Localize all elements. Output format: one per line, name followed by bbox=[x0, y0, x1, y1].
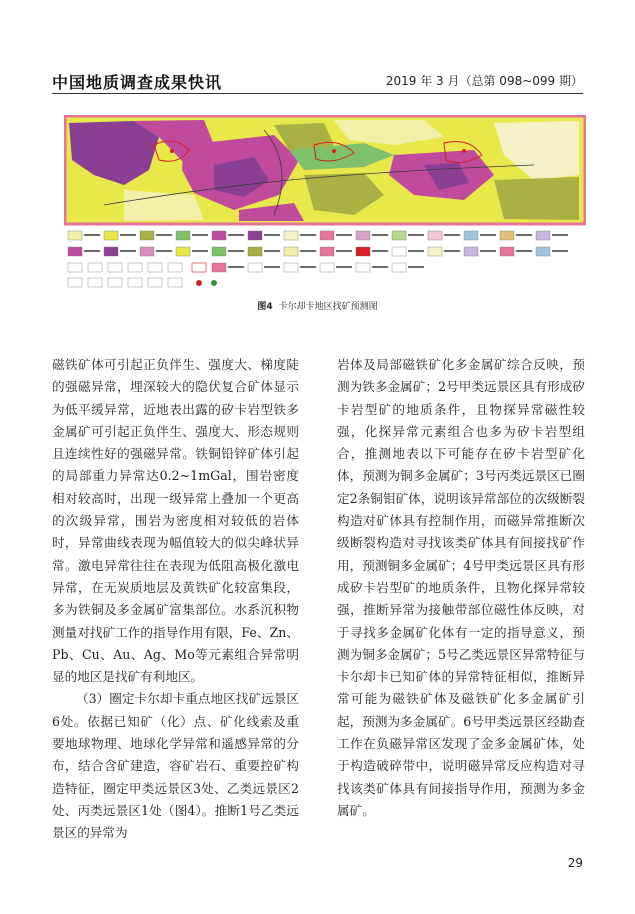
issue-info: 2019 年 3 月（总第 098~099 期） bbox=[385, 74, 583, 88]
legend-swatch bbox=[464, 247, 478, 256]
body-paragraph: 岩体及局部磁铁矿化多金属矿综合反映，预测为铁多金属矿；2号甲类远景区具有形成矽卡岩型矿的地质条件，且物探异常磁性较强，化探异常元素组合也多为矽卡岩型组合，推测地表以下可能存在矽卡岩型矿化体，预测为铜多金属矿；3号丙类远景区已圈定2条铜钼矿体，说明该异常部位的次级断裂构造对矿体具有控制作用，而磁异常推断次级断裂构造对寻找该类矿体具有间接找矿作用，预测铜多金属矿；4号甲类远景区具有形成矽卡岩型矿的地质条件，且物化探异常较强，推断异常为接触带部位磁性体反映，对于寻找多金属矿化体有一定的指导意义，预测为铜多金属矿；5号乙类远景区异常特征与卡尔却卡已知矿体的异常特征相似，推断异常可能为磁铁矿体及磁铁矿化多金属矿引起，预测为多金属矿。6号甲类远景区经勘查工作在负磁异常区发现了金多金属矿体，处于构造破碎带中，说明磁异常反应构造对寻找该类矿体具有间接指导作用，预测为多金属矿。 bbox=[337, 357, 585, 818]
deposit-marker-2 bbox=[332, 149, 336, 153]
legend-label-line bbox=[264, 250, 280, 252]
legend-swatch bbox=[500, 247, 514, 256]
legend-swatch bbox=[192, 263, 206, 272]
legend-swatch bbox=[148, 263, 162, 272]
deposit-marker-1 bbox=[170, 149, 174, 153]
legend-label-line bbox=[228, 266, 244, 268]
legend-swatch bbox=[428, 231, 442, 240]
figure-number: 图4 bbox=[257, 302, 273, 312]
legend-label-line bbox=[408, 250, 424, 252]
legend-swatch bbox=[248, 263, 262, 272]
legend-label-line bbox=[264, 234, 280, 236]
journal-title: 中国地质调查成果快讯 bbox=[52, 73, 223, 92]
legend-swatch bbox=[392, 231, 406, 240]
legend-label-line bbox=[228, 250, 244, 252]
legend-swatch bbox=[68, 231, 82, 240]
legend-label-line bbox=[300, 234, 316, 236]
legend-swatch bbox=[108, 263, 122, 272]
legend-label-line bbox=[552, 234, 568, 236]
legend-swatch bbox=[108, 278, 122, 287]
legend-label-line bbox=[156, 250, 172, 252]
legend-label-line bbox=[300, 266, 316, 268]
legend-swatch bbox=[500, 231, 514, 240]
legend-label-line bbox=[516, 250, 532, 252]
legend-swatch bbox=[284, 231, 298, 240]
legend-label-line bbox=[192, 250, 208, 252]
page-number: 29 bbox=[567, 856, 583, 870]
legend-swatch bbox=[104, 231, 118, 240]
legend-label-line bbox=[120, 234, 136, 236]
legend-label-line bbox=[444, 234, 460, 236]
legend-marker bbox=[196, 280, 202, 286]
legend-label-line bbox=[480, 250, 496, 252]
legend-swatch bbox=[140, 247, 154, 256]
legend-label-line bbox=[192, 234, 208, 236]
legend-swatch bbox=[176, 231, 190, 240]
legend-swatch bbox=[392, 247, 406, 256]
legend-swatch bbox=[536, 231, 550, 240]
legend-swatch bbox=[356, 263, 370, 272]
legend-swatch bbox=[168, 263, 182, 272]
legend-label-line bbox=[408, 234, 424, 236]
legend-label-line bbox=[480, 234, 496, 236]
legend-swatch bbox=[176, 247, 190, 256]
body-column-left bbox=[52, 354, 299, 845]
legend-swatch bbox=[536, 247, 550, 256]
legend-swatch bbox=[320, 231, 334, 240]
legend-swatch bbox=[248, 247, 262, 256]
legend-label-line bbox=[444, 250, 460, 252]
legend-label-line bbox=[228, 234, 244, 236]
legend-label-line bbox=[336, 250, 352, 252]
legend-swatch bbox=[356, 247, 370, 256]
legend-swatch bbox=[212, 263, 226, 272]
figure-title: 卡尔却卡地区找矿预测图 bbox=[278, 302, 378, 312]
figure-caption bbox=[0, 299, 635, 312]
legend-swatch bbox=[392, 263, 406, 272]
legend-label-line bbox=[408, 266, 424, 268]
legend-swatch bbox=[320, 247, 334, 256]
deposit-marker-3 bbox=[462, 149, 466, 153]
legend-label-line bbox=[372, 250, 388, 252]
legend-label-line bbox=[84, 234, 100, 236]
header-divider bbox=[52, 93, 583, 94]
body-column-right bbox=[337, 354, 585, 822]
legend-swatch bbox=[88, 278, 102, 287]
legend-swatch bbox=[464, 231, 478, 240]
legend-swatch bbox=[104, 247, 118, 256]
legend-label-line bbox=[264, 266, 280, 268]
legend-swatch bbox=[320, 263, 334, 272]
legend-swatch bbox=[248, 231, 262, 240]
geological-map bbox=[64, 115, 586, 290]
legend-label-line bbox=[300, 250, 316, 252]
prediction-map-figure bbox=[64, 115, 586, 290]
legend-label-line bbox=[336, 266, 352, 268]
legend-swatch bbox=[212, 231, 226, 240]
legend-swatch bbox=[68, 278, 82, 287]
body-paragraph: 磁铁矿体可引起正负伴生、强度大、梯度陡的强磁异常，埋深较大的隐伏复合矿体显示为低平缓异常，近地表出露的矽卡岩型铁多金属矿可引起正负伴生、强度大、形态规则且连续性好的强磁异常。铁铜铅锌矿体引起的局部重力异常达0.2~1mGal，围岩密度相对较高时，出现一级异常上叠加一个更高的次级异常，围岩为密度相对较低的岩体时，异常曲线表现为幅值较大的似尖峰状异常。激电异常往往在表现为低阻高极化激电异常，在无炭质地层及黄铁矿化较富集段，多为铁铜及多金属矿富集部位。水系沉积物测量对找矿工作的指导作用有限，Fe、Zn、Pb、Cu、Au、Ag、Mo等元素组合异常明显的地区是找矿有利地区。 bbox=[52, 357, 299, 685]
legend-swatch bbox=[212, 247, 226, 256]
legend-swatch bbox=[128, 263, 142, 272]
legend-swatch bbox=[68, 247, 82, 256]
legend-swatch bbox=[284, 263, 298, 272]
legend-label-line bbox=[156, 234, 172, 236]
legend-label-line bbox=[84, 250, 100, 252]
legend-swatch bbox=[140, 231, 154, 240]
legend-label-line bbox=[372, 266, 388, 268]
legend-swatch bbox=[168, 278, 182, 287]
legend-label-line bbox=[516, 234, 532, 236]
legend-swatch bbox=[128, 278, 142, 287]
legend-label-line bbox=[120, 250, 136, 252]
legend-swatch bbox=[284, 247, 298, 256]
legend-label-line bbox=[336, 234, 352, 236]
legend-swatch bbox=[68, 263, 82, 272]
legend-label-line bbox=[372, 234, 388, 236]
legend-swatch bbox=[356, 231, 370, 240]
legend-marker bbox=[211, 280, 217, 286]
body-paragraph: （3）圈定卡尔却卡重点地区找矿远景区6处。依据已知矿（化）点、矿化线索及重要地球物理、地球化学异常和遥感异常的分布，结合含矿建造，容矿岩石、重要控矿构造特征，圈定甲类远景区3处、乙类远景区2处、丙类远景区1处（图4）。推断1号乙类远景区的异常为 bbox=[52, 691, 299, 841]
legend-label-line bbox=[552, 250, 568, 252]
legend-swatch bbox=[148, 278, 162, 287]
unit-olive-east bbox=[494, 177, 579, 220]
legend-swatch bbox=[88, 263, 102, 272]
legend-swatch bbox=[428, 247, 442, 256]
